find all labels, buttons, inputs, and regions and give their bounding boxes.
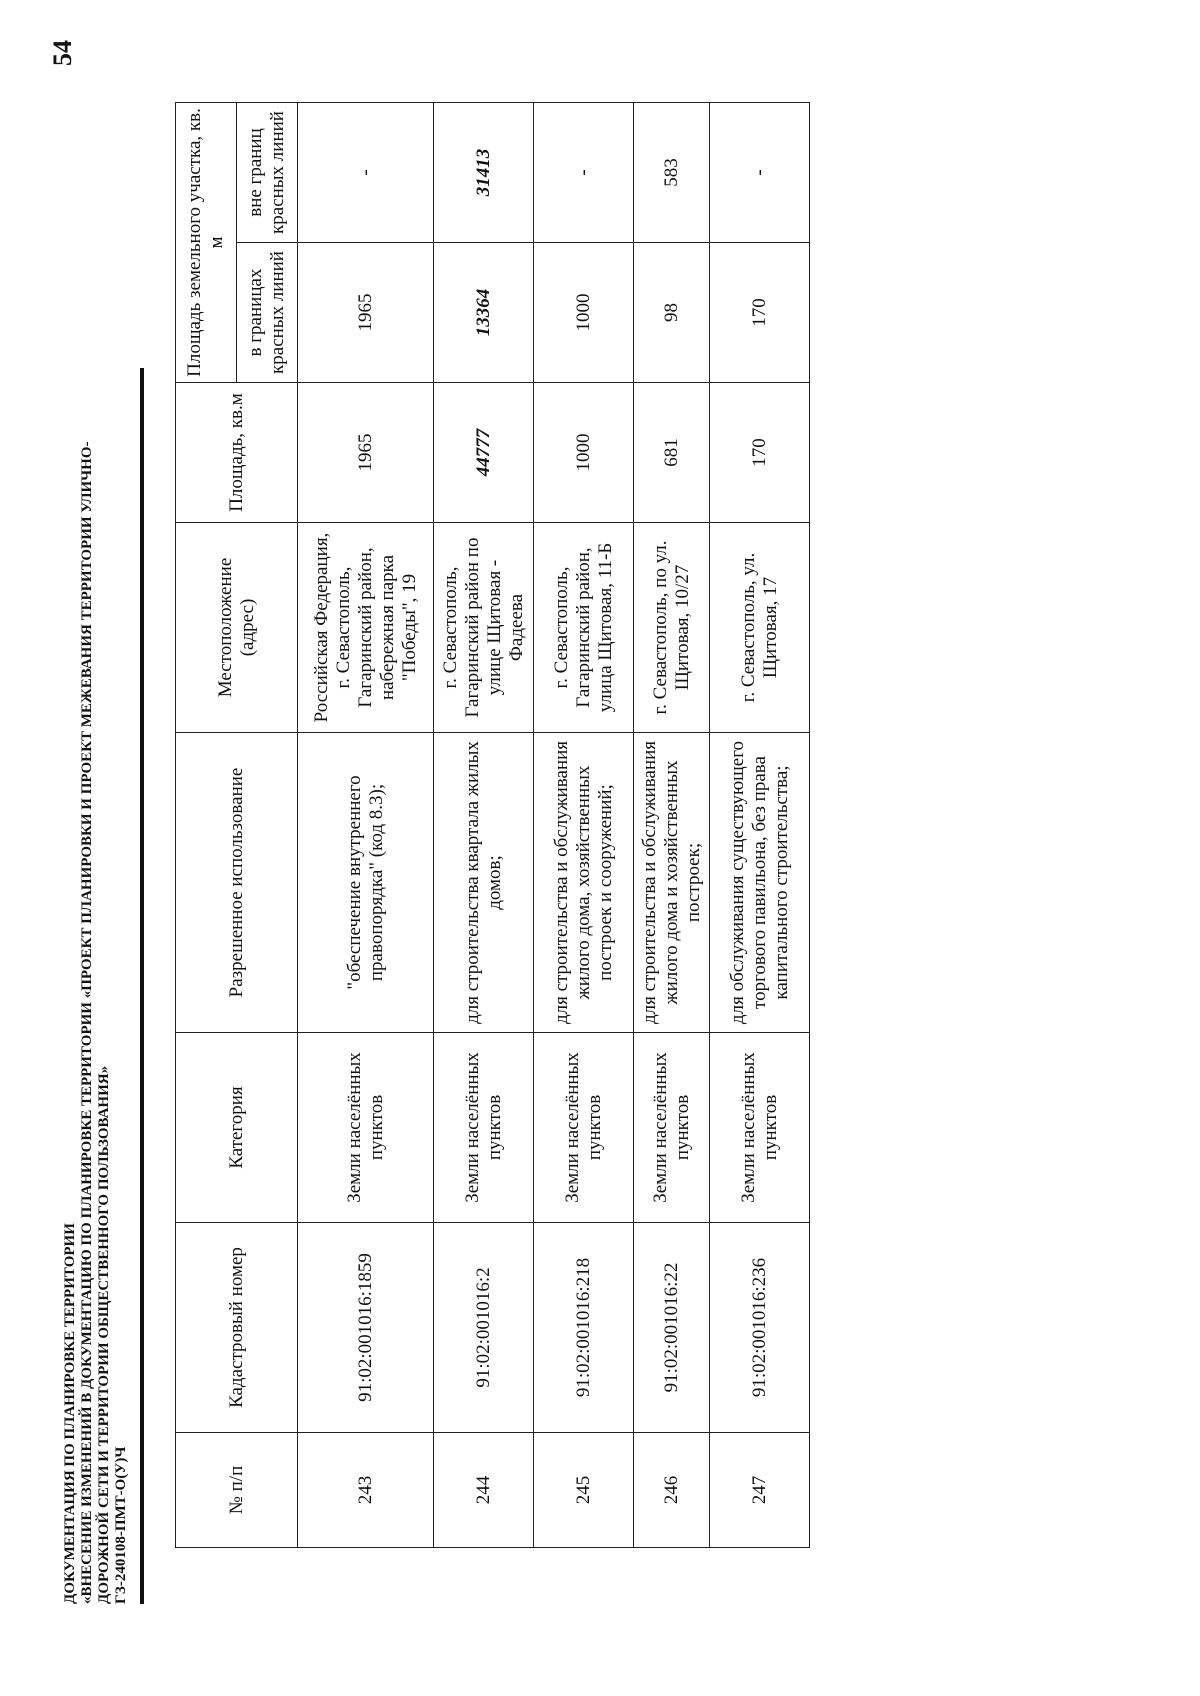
col-header-category: Категория: [176, 1033, 298, 1223]
cell-area: 681: [634, 383, 710, 523]
cell-cadastral: 91:02:001016:236: [710, 1223, 810, 1433]
col-header-plot-area-group: Площадь земельного участка, кв. м: [176, 103, 237, 383]
cell-cadastral: 91:02:001016:2: [434, 1223, 534, 1433]
cell-outside: 583: [634, 103, 710, 243]
header-line: ДОРОЖНОЙ СЕТИ И ТЕРРИТОРИИ ОБЩЕСТВЕННОГО ПОЛЬЗОВАНИЯ»: [96, 1065, 112, 1604]
page-number: 54: [48, 40, 77, 66]
cell-category: Земли населённых пунктов: [710, 1033, 810, 1223]
col-header-area: Площадь, кв.м: [176, 383, 298, 523]
col-header-num: № п/п: [176, 1433, 298, 1548]
col-header-location: Местоположение (адрес): [176, 523, 298, 733]
cell-num: 245: [534, 1433, 634, 1548]
cell-location: Российская Федерация, г. Севастополь, Гагаринский район, набережная парка "Победы", 19: [298, 523, 434, 733]
cell-outside: -: [298, 103, 434, 243]
table-header: [176, 103, 298, 1548]
cell-location: г. Севастополь, ул. Щитовая, 17: [710, 523, 810, 733]
cell-location: г. Севастополь, Гагаринский район по улице Щитовая - Фадеева: [434, 523, 534, 733]
cell-permitted-use: "обеспечение внутреннего правопорядка" (код 8.3);: [298, 733, 434, 1033]
cell-num: 247: [710, 1433, 810, 1548]
table-row: [710, 103, 810, 1548]
cell-category: Земли населённых пунктов: [534, 1033, 634, 1223]
land-plots-table: [175, 102, 810, 1548]
cell-area: 170: [710, 383, 810, 523]
cell-inside: 13364: [434, 243, 534, 383]
table-row: [298, 103, 434, 1548]
cell-inside: 1965: [298, 243, 434, 383]
cell-outside: 31413: [434, 103, 534, 243]
cell-area: 1000: [534, 383, 634, 523]
cell-outside: -: [534, 103, 634, 243]
cell-location: г. Севастополь, по ул. Щитовая, 10/27: [634, 523, 710, 733]
cell-cadastral: 91:02:001016:1859: [298, 1223, 434, 1433]
cell-category: Земли населённых пунктов: [434, 1033, 534, 1223]
col-header-inside-red-lines: в границах красных линий: [237, 243, 298, 383]
col-header-outside-red-lines: вне границ красных линий: [237, 103, 298, 243]
cell-area: 44777: [434, 383, 534, 523]
cell-category: Земли населённых пунктов: [634, 1033, 710, 1223]
col-header-cadastral: Кадастровый номер: [176, 1223, 298, 1433]
table-row: [634, 103, 710, 1548]
header-divider: [140, 368, 144, 1604]
header-line: ДОКУМЕНТАЦИЯ ПО ПЛАНИРОВКЕ ТЕРРИТОРИИ: [62, 1223, 78, 1604]
cell-num: 243: [298, 1433, 434, 1548]
cell-area: 1965: [298, 383, 434, 523]
cell-outside: -: [710, 103, 810, 243]
cell-permitted-use: для строительства квартала жилых домов;: [434, 733, 534, 1033]
col-header-permitted-use: Разрешенное использование: [176, 733, 298, 1033]
table-row: [434, 103, 534, 1548]
cell-inside: 1000: [534, 243, 634, 383]
document-header: [62, 364, 130, 1604]
cell-permitted-use: для обслуживания существующего торгового павильона, без права капитального строительства;: [710, 733, 810, 1033]
cell-permitted-use: для строительства и обслуживания жилого дома, хозяйственных построек и сооружений;: [534, 733, 634, 1033]
cell-location: г. Севастополь, Гагаринский район, улица Щитовая, 11-Б: [534, 523, 634, 733]
header-line: «ВНЕСЕНИЕ ИЗМЕНЕНИЙ В ДОКУМЕНТАЦИЮ ПО ПЛАНИРОВКЕ ТЕРРИТОРИИ «ПРОЕКТ ПЛАНИРОВКИ И ПРОЕКТ МЕЖЕВАНИЯ ТЕРРИТОРИИ УЛИЧНО-: [79, 441, 95, 1604]
cell-permitted-use: для строительства и обслуживания жилого дома и хозяйственных построек;: [634, 733, 710, 1033]
cell-inside: 170: [710, 243, 810, 383]
cell-num: 246: [634, 1433, 710, 1548]
cell-cadastral: 91:02:001016:22: [634, 1223, 710, 1433]
cell-cadastral: 91:02:001016:218: [534, 1223, 634, 1433]
cell-category: Земли населённых пунктов: [298, 1033, 434, 1223]
cell-inside: 98: [634, 243, 710, 383]
table-row: [534, 103, 634, 1548]
header-line: ГЗ-240108-ПМТ-О(У)Ч: [113, 1446, 129, 1604]
cell-num: 244: [434, 1433, 534, 1548]
